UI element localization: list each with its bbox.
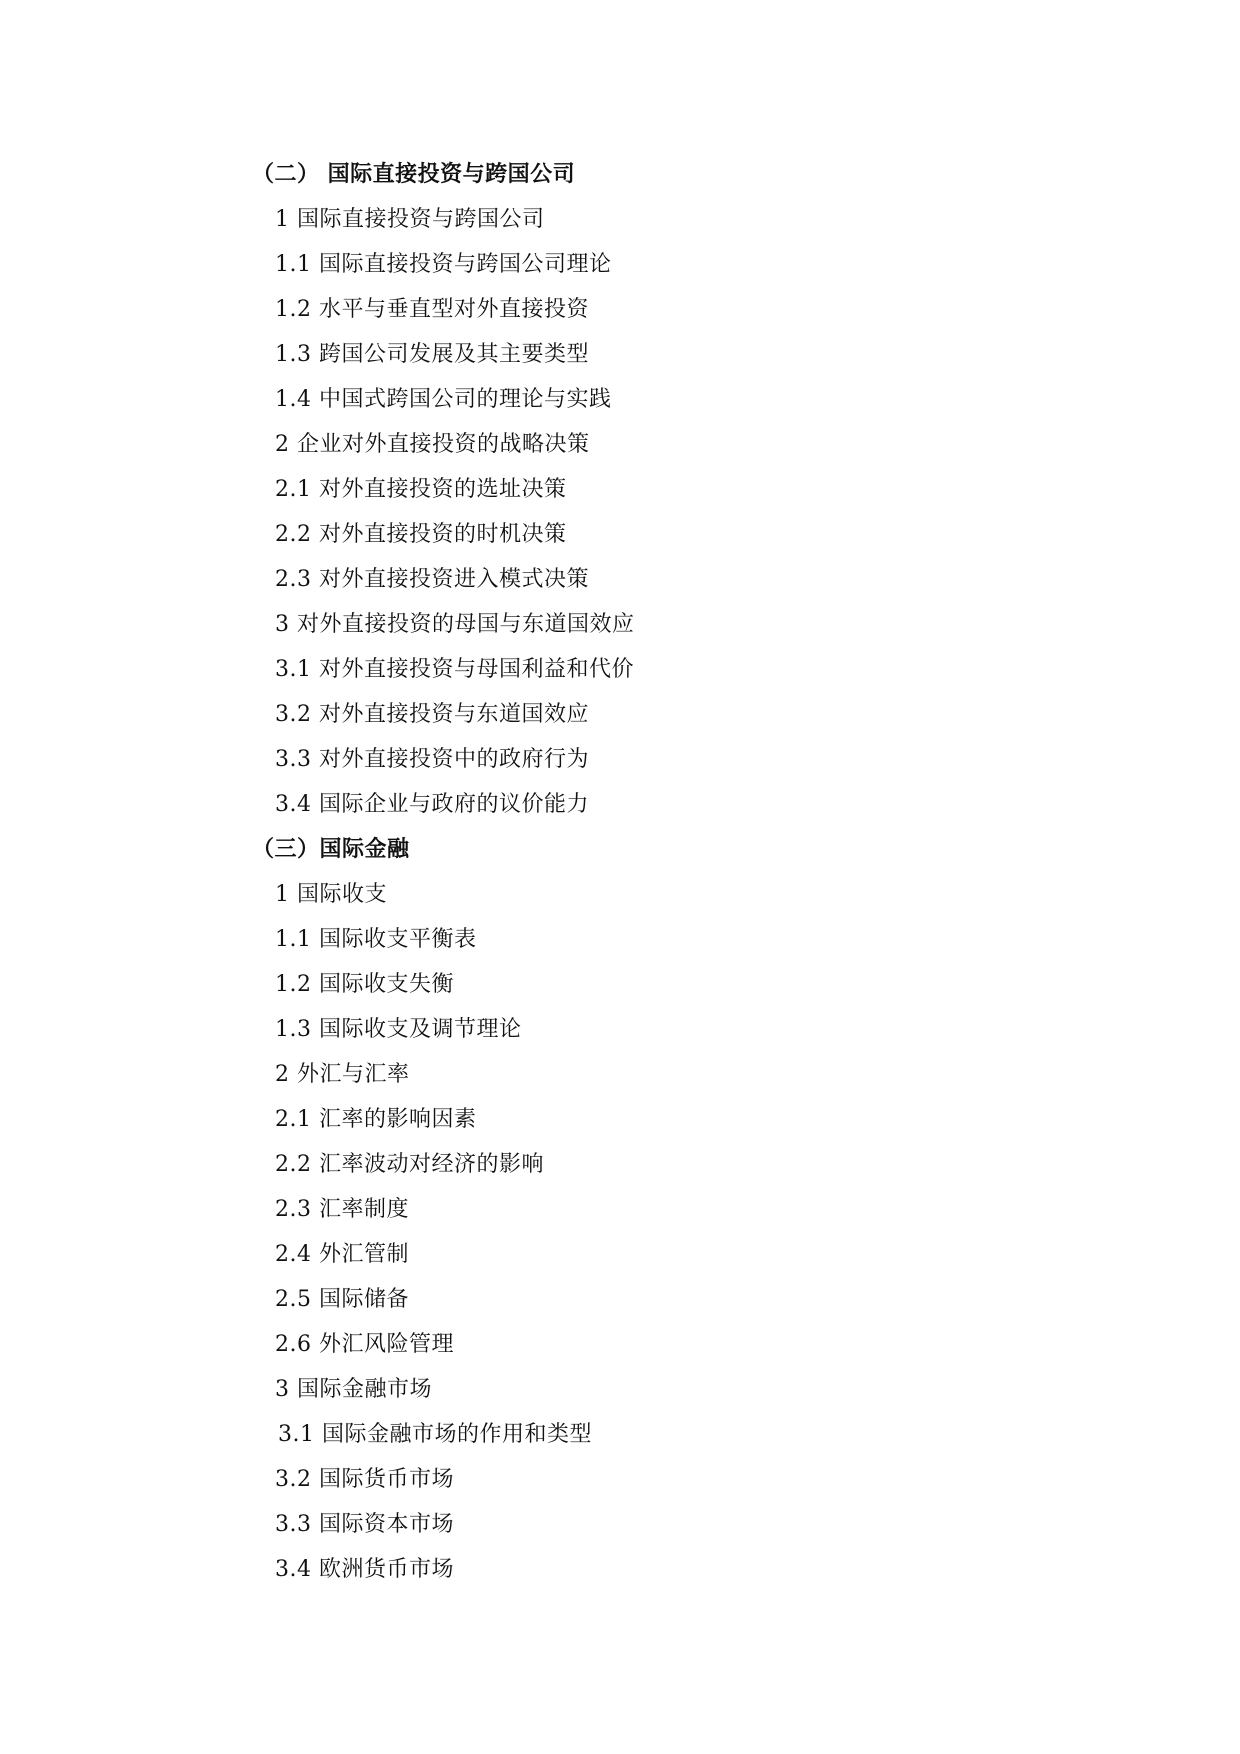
outline-item: 3.4 欧洲货币市场	[275, 1557, 454, 1582]
outline-item: 1.4 中国式跨国公司的理论与实践	[275, 387, 612, 412]
outline-item: 1.2 水平与垂直型对外直接投资	[275, 297, 589, 322]
outline-item: 3 对外直接投资的母国与东道国效应	[275, 612, 635, 637]
outline-item: 3.3 对外直接投资中的政府行为	[275, 747, 589, 772]
section-heading: （三）国际金融	[252, 836, 410, 862]
outline-item: 3.2 国际货币市场	[275, 1467, 454, 1492]
outline-item: 2.5 国际储备	[275, 1287, 409, 1312]
outline-item: 1.3 跨国公司发展及其主要类型	[275, 342, 589, 367]
outline-item: 3 国际金融市场	[275, 1377, 432, 1402]
outline-item: 1 国际直接投资与跨国公司	[275, 207, 545, 232]
outline-item: 2.4 外汇管制	[275, 1242, 409, 1267]
outline-item: 2.3 对外直接投资进入模式决策	[275, 567, 589, 592]
outline-item: 2 外汇与汇率	[275, 1062, 410, 1087]
outline-item: 3.4 国际企业与政府的议价能力	[275, 792, 589, 817]
outline-item: 3.1 国际金融市场的作用和类型	[278, 1422, 592, 1447]
outline-item: 1 国际收支	[275, 882, 387, 907]
outline-item: 2.1 对外直接投资的选址决策	[275, 477, 567, 502]
outline-item: 3.1 对外直接投资与母国利益和代价	[275, 657, 634, 682]
outline-item: 2.2 汇率波动对经济的影响	[275, 1152, 544, 1177]
outline-item: 2.3 汇率制度	[275, 1197, 409, 1222]
section-heading: （二） 国际直接投资与跨国公司	[252, 161, 576, 187]
outline-item: 1.2 国际收支失衡	[275, 972, 454, 997]
outline-item: 2.1 汇率的影响因素	[275, 1107, 477, 1132]
outline-item: 3.2 对外直接投资与东道国效应	[275, 702, 589, 727]
syllabus-outline	[0, 152, 1240, 1592]
outline-item: 2.6 外汇风险管理	[275, 1332, 454, 1357]
outline-item: 1.1 国际收支平衡表	[275, 927, 477, 952]
outline-item: 2 企业对外直接投资的战略决策	[275, 432, 590, 457]
outline-item: 3.3 国际资本市场	[275, 1512, 454, 1537]
outline-item: 1.1 国际直接投资与跨国公司理论	[275, 252, 612, 277]
outline-item: 2.2 对外直接投资的时机决策	[275, 522, 567, 547]
outline-item: 1.3 国际收支及调节理论	[275, 1017, 522, 1042]
